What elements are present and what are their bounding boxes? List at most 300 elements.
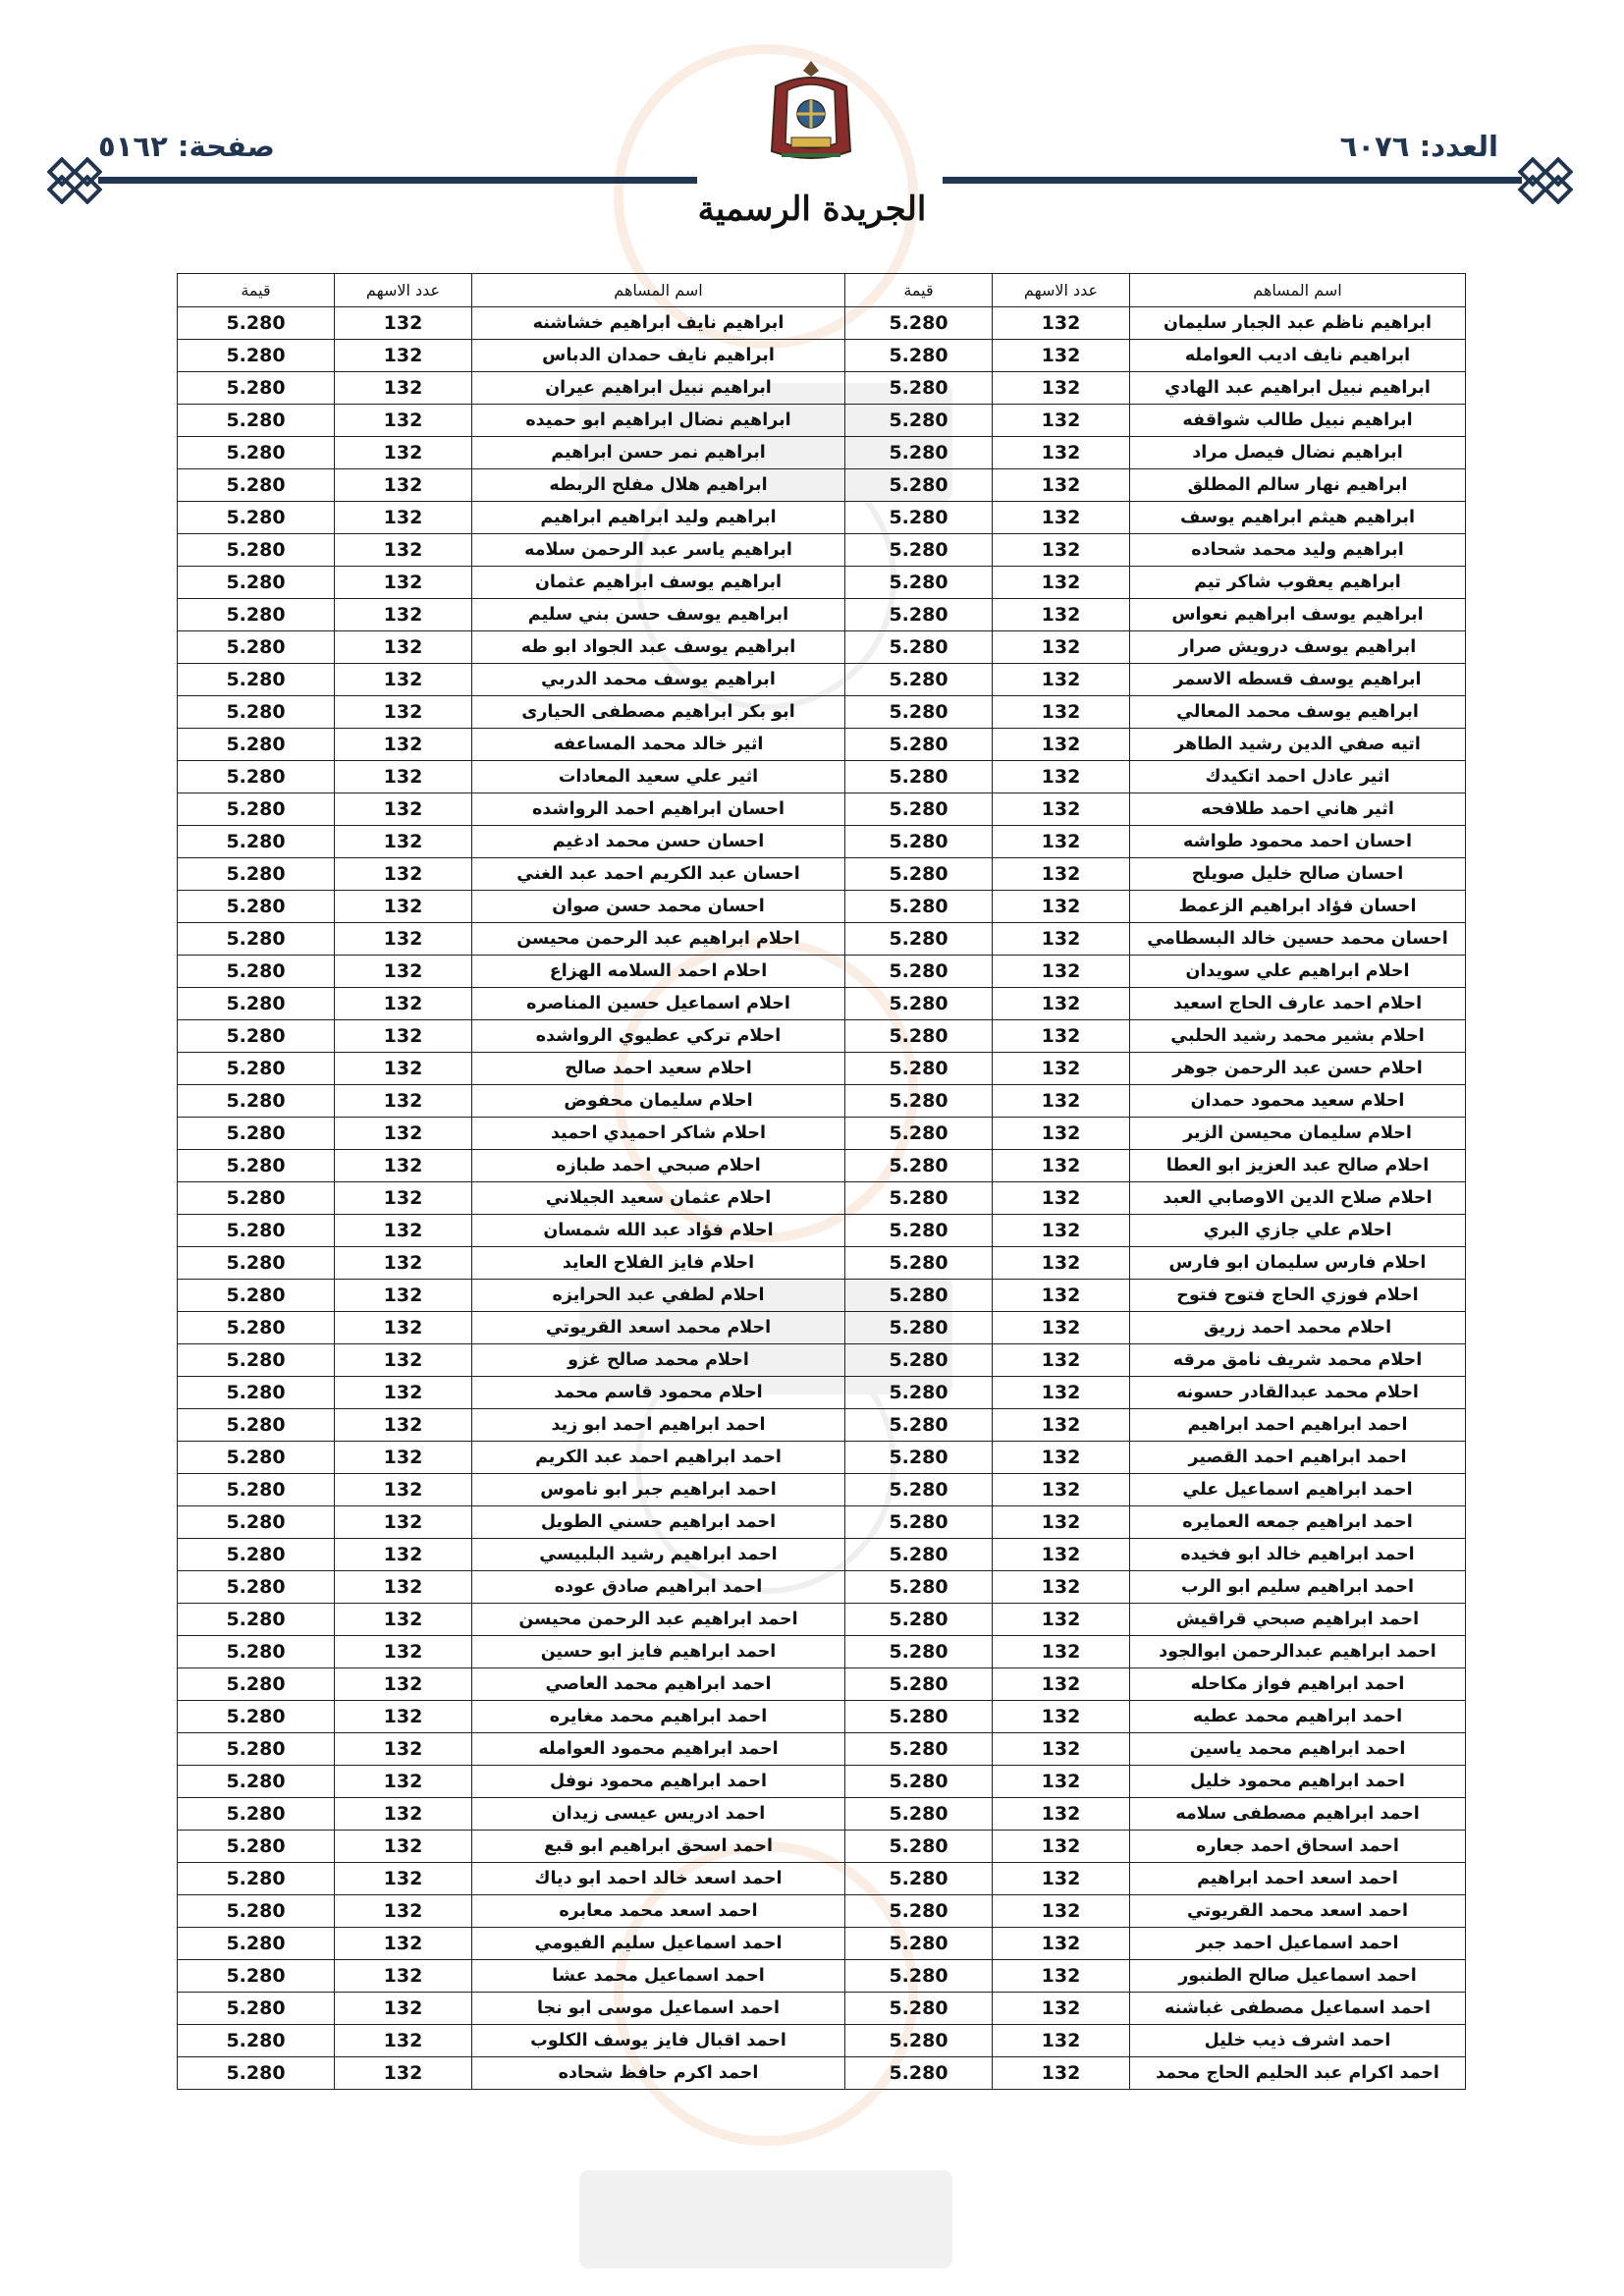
shareholder-name: احمد ابراهيم فواز مكاحله [1130,1668,1466,1701]
shareholder-name: احمد ابراهيم جمعه العمايره [1130,1506,1466,1539]
share-value: 5.280 [178,1733,335,1766]
shareholder-name: احمد ادريس عيسى زيدان [472,1798,845,1831]
shareholder-name: احمد اقبال فايز يوسف الكلوب [472,2025,845,2057]
share-value: 5.280 [178,469,335,502]
shareholder-name: احسان محمد حسن صوان [472,891,845,923]
share-value: 5.280 [178,1377,335,1409]
table-row [178,1344,1466,1377]
shares-count: 132 [335,1215,472,1247]
shareholder-name: ابراهيم يوسف درويش صرار [1130,631,1466,664]
table-row [178,1960,1466,1993]
shareholder-name: احلام محمد اسعد القريوتي [472,1312,845,1344]
table-row [178,1247,1466,1280]
shares-count: 132 [993,858,1130,891]
shares-count: 132 [993,761,1130,793]
shareholder-name: احمد اكرم حافظ شحاده [472,2057,845,2090]
table-row [178,1085,1466,1118]
shares-count: 132 [335,1182,472,1215]
share-value: 5.280 [178,599,335,631]
shareholder-name: ابراهيم يوسف محمد المعالي [1130,696,1466,729]
shareholder-name: ابراهيم نضال ابراهيم ابو حميده [472,405,845,437]
shares-count: 132 [335,729,472,761]
table-row [178,1474,1466,1506]
share-value: 5.280 [845,956,993,988]
shareholder-name: ابراهيم يعقوب شاكر تيم [1130,567,1466,599]
shareholder-name: احمد ابراهيم محمد العاصي [472,1668,845,1701]
table-row [178,2057,1466,2090]
table-row [178,405,1466,437]
shares-count: 132 [335,1247,472,1280]
shareholder-name: احلام محمد عبدالقادر حسونه [1130,1377,1466,1409]
page-label: صفحة: [177,130,275,163]
shares-count: 132 [993,534,1130,567]
shareholder-name: اثير خالد محمد المساعفه [472,729,845,761]
shares-count: 132 [335,1442,472,1474]
shares-count: 132 [335,1118,472,1150]
shareholder-name: احلام محمود قاسم محمد [472,1377,845,1409]
shares-count: 132 [993,631,1130,664]
shares-count: 132 [993,1506,1130,1539]
share-value: 5.280 [845,696,993,729]
share-value: 5.280 [845,372,993,405]
shareholder-name: احلام بشير محمد رشيد الحلبي [1130,1020,1466,1053]
shareholder-name: احلام صبحي احمد طبازه [472,1150,845,1182]
table-row [178,1668,1466,1701]
share-value: 5.280 [845,858,993,891]
shares-count: 132 [993,1442,1130,1474]
shareholder-name: احسان فؤاد ابراهيم الزعمط [1130,891,1466,923]
share-value: 5.280 [178,1280,335,1312]
share-value: 5.280 [845,1928,993,1960]
share-value: 5.280 [845,1895,993,1928]
shares-count: 132 [335,1020,472,1053]
shares-count: 132 [993,664,1130,696]
share-value: 5.280 [845,1182,993,1215]
table-row [178,437,1466,469]
column-header: اسم المساهم [472,274,845,307]
share-value: 5.280 [178,1312,335,1344]
share-value: 5.280 [845,599,993,631]
shares-count: 132 [993,1928,1130,1960]
share-value: 5.280 [845,1571,993,1604]
share-value: 5.280 [845,502,993,534]
share-value: 5.280 [178,1150,335,1182]
column-header: عدد الاسهم [993,274,1130,307]
column-header: عدد الاسهم [335,274,472,307]
shareholder-name: ابراهيم نضال فيصل مراد [1130,437,1466,469]
shareholder-name: احمد اسحق ابراهيم ابو قبع [472,1831,845,1863]
shares-count: 132 [993,307,1130,340]
shares-count: 132 [335,858,472,891]
share-value: 5.280 [845,1668,993,1701]
share-value: 5.280 [845,340,993,372]
table-row [178,729,1466,761]
shareholder-name: احلام ابراهيم عبد الرحمن محيسن [472,923,845,956]
shares-count: 132 [993,793,1130,826]
shareholder-name: احسان حسن محمد ادغيم [472,826,845,858]
shareholder-name: ابراهيم وليد ابراهيم ابراهيم [472,502,845,534]
table-row [178,1733,1466,1766]
shares-count: 132 [335,1636,472,1668]
shareholder-name: احلام سليمان محيسن الزير [1130,1118,1466,1150]
shareholder-name: احلام فوزي الحاج فتوح فتوح [1130,1280,1466,1312]
shareholder-name: احمد ابراهيم حسني الطويل [472,1506,845,1539]
shares-count: 132 [335,534,472,567]
shareholder-name: ابراهيم هيثم ابراهيم يوسف [1130,502,1466,534]
shares-count: 132 [335,340,472,372]
shares-count: 132 [993,1604,1130,1636]
shares-count: 132 [993,1150,1130,1182]
shares-count: 132 [335,372,472,405]
share-value: 5.280 [178,1895,335,1928]
share-value: 5.280 [845,2057,993,2090]
shares-count: 132 [335,1312,472,1344]
share-value: 5.280 [178,1701,335,1733]
shares-count: 132 [335,599,472,631]
share-value: 5.280 [845,1312,993,1344]
share-value: 5.280 [845,1247,993,1280]
shares-count: 132 [993,1020,1130,1053]
share-value: 5.280 [178,340,335,372]
shareholder-name: ابراهيم نهار سالم المطلق [1130,469,1466,502]
shares-count: 132 [993,826,1130,858]
shares-count: 132 [993,1312,1130,1344]
table-row [178,2025,1466,2057]
share-value: 5.280 [178,1053,335,1085]
table-row [178,1701,1466,1733]
shares-count: 132 [335,1668,472,1701]
table-row [178,1571,1466,1604]
shareholder-name: احلام سليمان محفوض [472,1085,845,1118]
table-row [178,1280,1466,1312]
table-row [178,988,1466,1020]
shareholder-name: ابراهيم يوسف عبد الجواد ابو طه [472,631,845,664]
shareholder-name: احلام عثمان سعيد الجيلاني [472,1182,845,1215]
shares-count: 132 [993,1766,1130,1798]
shares-count: 132 [993,1280,1130,1312]
share-value: 5.280 [178,1215,335,1247]
share-value: 5.280 [178,1539,335,1571]
share-value: 5.280 [178,1928,335,1960]
shares-count: 132 [335,1506,472,1539]
table-row [178,858,1466,891]
table-row [178,1150,1466,1182]
table-row [178,1766,1466,1798]
shareholder-name: احمد ابراهيم صبحي قراقيش [1130,1604,1466,1636]
share-value: 5.280 [178,988,335,1020]
shares-count: 132 [993,696,1130,729]
share-value: 5.280 [178,1766,335,1798]
share-value: 5.280 [178,891,335,923]
shares-count: 132 [993,1863,1130,1895]
share-value: 5.280 [845,1733,993,1766]
share-value: 5.280 [845,567,993,599]
share-value: 5.280 [845,1442,993,1474]
table-row [178,793,1466,826]
shares-count: 132 [993,729,1130,761]
shareholder-name: ابراهيم يوسف قسطه الاسمر [1130,664,1466,696]
table-row [178,1118,1466,1150]
shares-count: 132 [335,1960,472,1993]
shareholder-name: احمد ابراهيم اسماعيل علي [1130,1474,1466,1506]
share-value: 5.280 [845,1344,993,1377]
shareholder-name: احمد ابراهيم محمود خليل [1130,1766,1466,1798]
shares-count: 132 [335,826,472,858]
share-value: 5.280 [845,923,993,956]
shareholder-name: ابراهيم يوسف ابراهيم عثمان [472,567,845,599]
shareholder-name: احمد اسحاق احمد جعاره [1130,1831,1466,1863]
share-value: 5.280 [178,372,335,405]
shares-count: 132 [993,1571,1130,1604]
share-value: 5.280 [178,1571,335,1604]
shareholder-name: احمد اسماعيل موسى ابو نجا [472,1993,845,2025]
table-row [178,923,1466,956]
table-row [178,664,1466,696]
shareholder-name: احلام احمد السلامه الهزاع [472,956,845,988]
shareholder-name: احلام محمد صالح غزو [472,1344,845,1377]
shares-count: 132 [993,1636,1130,1668]
shares-count: 132 [993,1539,1130,1571]
shareholder-name: ابراهيم نبيل ابراهيم عبد الهادي [1130,372,1466,405]
share-value: 5.280 [845,1993,993,2025]
table-row [178,1053,1466,1085]
shares-count: 132 [335,1831,472,1863]
table-row [178,372,1466,405]
shareholder-name: احمد اسماعيل احمد جبر [1130,1928,1466,1960]
share-value: 5.280 [178,1960,335,1993]
share-value: 5.280 [178,1993,335,2025]
share-value: 5.280 [845,1960,993,1993]
table-row [178,631,1466,664]
table-row [178,956,1466,988]
share-value: 5.280 [845,1085,993,1118]
share-value: 5.280 [845,1831,993,1863]
shareholder-name: احمد اسعد محمد القريوتي [1130,1895,1466,1928]
shareholder-name: احلام لطفي عبد الحرايزه [472,1280,845,1312]
share-value: 5.280 [178,1085,335,1118]
table-row [178,1993,1466,2025]
page-value: ٥١٦٢ [98,130,168,163]
shares-count: 132 [335,307,472,340]
shares-count: 132 [335,1377,472,1409]
shares-count: 132 [993,1215,1130,1247]
table-row [178,1182,1466,1215]
share-value: 5.280 [178,664,335,696]
share-value: 5.280 [845,2025,993,2057]
share-value: 5.280 [178,1831,335,1863]
share-value: 5.280 [845,1539,993,1571]
shares-count: 132 [335,437,472,469]
issue-number [1340,130,1498,163]
table-row [178,1020,1466,1053]
shareholder-name: احلام ابراهيم علي سويدان [1130,956,1466,988]
table-row [178,826,1466,858]
issue-label: العدد: [1419,130,1498,163]
shares-count: 132 [993,1182,1130,1215]
issue-value: ٦٠٧٦ [1339,130,1410,163]
shares-count: 132 [993,405,1130,437]
share-value: 5.280 [178,1668,335,1701]
shareholder-name: احلام فؤاد عبد الله شمسان [472,1215,845,1247]
share-value: 5.280 [178,761,335,793]
shares-count: 132 [335,1280,472,1312]
share-value: 5.280 [178,1636,335,1668]
shares-count: 132 [993,2057,1130,2090]
shareholder-name: ابراهيم ناظم عبد الجبار سليمان [1130,307,1466,340]
shareholder-name: احسان محمد حسين خالد البسطامي [1130,923,1466,956]
share-value: 5.280 [845,469,993,502]
table-row [178,1636,1466,1668]
table-row [178,761,1466,793]
column-header: قيمة [845,274,993,307]
table-row [178,1539,1466,1571]
shareholder-name: احمد ابراهيم محمود نوفل [472,1766,845,1798]
shares-count: 132 [335,1863,472,1895]
shareholder-name: احلام اسماعيل حسين المناصره [472,988,845,1020]
shareholder-name: احمد ابراهيم احمد القصير [1130,1442,1466,1474]
table-row [178,1831,1466,1863]
shares-count: 132 [993,1895,1130,1928]
shareholder-name: ابراهيم نايف ابراهيم خشاشنه [472,307,845,340]
shareholder-name: احلام شاكر احميدي احميد [472,1118,845,1150]
shares-count: 132 [993,469,1130,502]
table-row [178,1928,1466,1960]
shareholder-name: احمد ابراهيم محمود العوامله [472,1733,845,1766]
shareholder-name: ابراهيم وليد محمد شحاده [1130,534,1466,567]
shares-count: 132 [335,956,472,988]
share-value: 5.280 [845,1215,993,1247]
share-value: 5.280 [178,826,335,858]
shares-count: 132 [993,502,1130,534]
shares-count: 132 [993,956,1130,988]
shareholder-name: احمد اسماعيل مصطفى غباشنه [1130,1993,1466,2025]
shareholder-name: احلام صلاح الدين الاوصابي العبد [1130,1182,1466,1215]
shares-count: 132 [993,891,1130,923]
shares-count: 132 [335,567,472,599]
shares-count: 132 [993,567,1130,599]
shareholder-name: احلام حسن عبد الرحمن جوهر [1130,1053,1466,1085]
shareholder-name: ابراهيم يوسف حسن بني سليم [472,599,845,631]
share-value: 5.280 [845,1150,993,1182]
table-row [178,599,1466,631]
shareholder-name: احمد ابراهيم احمد ابراهيم [1130,1409,1466,1442]
share-value: 5.280 [178,502,335,534]
shareholder-name: ابراهيم نايف اديب العوامله [1130,340,1466,372]
shares-count: 132 [335,405,472,437]
shareholder-name: احمد ابراهيم فايز ابو حسين [472,1636,845,1668]
shares-count: 132 [335,1053,472,1085]
shareholder-name: احلام فايز الفلاح العايد [472,1247,845,1280]
shareholder-name: احمد ابراهيم عبدالرحمن ابوالجود [1130,1636,1466,1668]
shareholder-name: اثير علي سعيد المعادات [472,761,845,793]
shareholder-name: احسان صالح خليل صويلح [1130,858,1466,891]
header-rule-left [98,177,697,184]
shareholder-name: احمد اسماعيل محمد عشا [472,1960,845,1993]
shares-count: 132 [335,1571,472,1604]
shareholder-name: احمد اكرام عبد الحليم الحاج محمد [1130,2057,1466,2090]
table-row [178,534,1466,567]
shares-count: 132 [993,340,1130,372]
share-value: 5.280 [178,534,335,567]
share-value: 5.280 [178,1506,335,1539]
shareholder-name: ابراهيم نايف حمدان الدباس [472,340,845,372]
table-row [178,1863,1466,1895]
shareholder-name: احلام سعيد احمد صالح [472,1053,845,1085]
shareholder-name: احمد ابراهيم محمد مغايره [472,1701,845,1733]
shareholder-name: احلام تركي عطيوي الرواشده [472,1020,845,1053]
shares-count: 132 [335,988,472,1020]
shares-count: 132 [335,502,472,534]
shares-count: 132 [335,1895,472,1928]
shares-count: 132 [993,1960,1130,1993]
shares-count: 132 [335,1604,472,1636]
shares-count: 132 [335,793,472,826]
share-value: 5.280 [178,2025,335,2057]
shares-count: 132 [335,664,472,696]
shares-count: 132 [993,1701,1130,1733]
share-value: 5.280 [845,1053,993,1085]
share-value: 5.280 [845,1766,993,1798]
shareholder-name: احمد اسعد محمد معابره [472,1895,845,1928]
table-row [178,1798,1466,1831]
shares-count: 132 [993,1733,1130,1766]
share-value: 5.280 [845,1377,993,1409]
shares-count: 132 [335,1344,472,1377]
page-number [98,130,275,163]
shares-count: 132 [335,1733,472,1766]
share-value: 5.280 [845,988,993,1020]
share-value: 5.280 [845,1798,993,1831]
table-row [178,1409,1466,1442]
shares-count: 132 [335,923,472,956]
shares-count: 132 [335,1409,472,1442]
shareholder-name: احمد ابراهيم احمد ابو زيد [472,1409,845,1442]
share-value: 5.280 [845,1280,993,1312]
table-row [178,469,1466,502]
share-value: 5.280 [845,1474,993,1506]
share-value: 5.280 [178,1474,335,1506]
table-row [178,1604,1466,1636]
shares-count: 132 [335,761,472,793]
shareholder-name: احلام احمد عارف الحاج اسعيد [1130,988,1466,1020]
share-value: 5.280 [845,534,993,567]
shareholder-name: احمد ابراهيم عبد الرحمن محيسن [472,1604,845,1636]
header-rule-right [943,177,1522,184]
share-value: 5.280 [178,307,335,340]
share-value: 5.280 [178,696,335,729]
shares-count: 132 [993,437,1130,469]
share-value: 5.280 [178,858,335,891]
share-value: 5.280 [178,567,335,599]
share-value: 5.280 [178,729,335,761]
share-value: 5.280 [178,437,335,469]
shares-count: 132 [335,1085,472,1118]
share-value: 5.280 [178,1247,335,1280]
shareholder-name: احمد ابراهيم سليم ابو الرب [1130,1571,1466,1604]
shareholder-name: ابراهيم نمر حسن ابراهيم [472,437,845,469]
shares-count: 132 [335,1474,472,1506]
shareholder-name: ابراهيم هلال مفلح الربطه [472,469,845,502]
share-value: 5.280 [845,1409,993,1442]
table-row [178,1442,1466,1474]
shareholder-name: احمد اسماعيل صالح الطنبور [1130,1960,1466,1993]
shareholder-name: احلام صالح عبد العزيز ابو العطا [1130,1150,1466,1182]
shares-count: 132 [993,372,1130,405]
shareholder-name: ابراهيم ياسر عبد الرحمن سلامه [472,534,845,567]
shareholder-name: احسان ابراهيم احمد الرواشده [472,793,845,826]
shares-count: 132 [335,1150,472,1182]
shareholder-name: احمد ابراهيم محمد ياسين [1130,1733,1466,1766]
